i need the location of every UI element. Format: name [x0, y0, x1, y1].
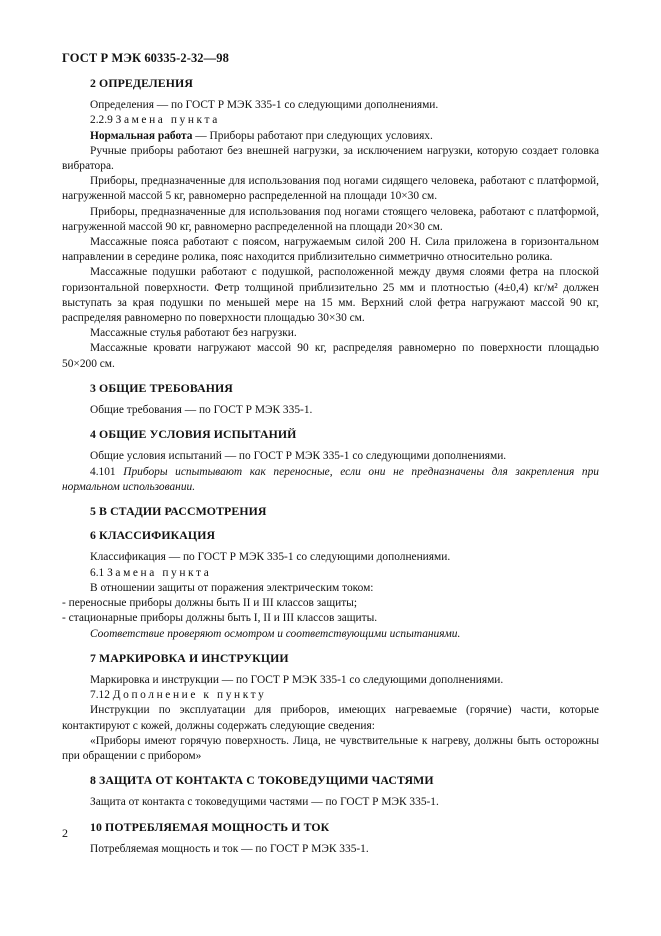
section-8-title: 8 ЗАЩИТА ОТ КОНТАКТА С ТОКОВЕДУЩИМИ ЧАСТЯМИ — [90, 773, 434, 788]
section-6-list-item: - переносные приборы должны быть II и III классов защиты; — [62, 597, 357, 610]
section-3-paragraph: Общие требования — по ГОСТ Р МЭК 335-1. — [90, 404, 313, 417]
clause-text: Приборы испытывают как переносные, если они не предназначены для закрепления при нормальном использовании. — [62, 465, 599, 493]
page-number: 2 — [62, 826, 68, 840]
section-2-paragraph: Массажные подушки работают с подушкой, расположенной между двумя слоями фетра на плоской горизонтальной поверхности. Фетр толщиной приблизительно 25 мм и плотностью (4±0,4) кг/м² должен выступать за края подушки по меньшей мере на 15 мм. Верхний слой фетра нагружают массой 90 кг, распределяя равномерно по поверхности площадью 30×30 см. — [62, 266, 599, 325]
document-body — [62, 76, 599, 857]
section-4-title: 4 ОБЩИЕ УСЛОВИЯ ИСПЫТАНИЙ — [90, 427, 297, 442]
clause-number: 4.101 — [90, 465, 116, 478]
section-6-paragraph: Классификация — по ГОСТ Р МЭК 335-1 со следующими дополнениями. — [90, 551, 451, 564]
section-7-warning-text: «Приборы имеют горячую поверхность. Лица, не чувствительные к нагреву, должны быть осторожны при обращении с прибором» — [62, 734, 599, 762]
clause-number: 2.2.9 — [90, 114, 113, 127]
section-8-paragraph: Защита от контакта с токоведущими частями — по ГОСТ Р МЭК 335-1. — [90, 796, 439, 809]
section-10-title: 10 ПОТРЕБЛЯЕМАЯ МОЩНОСТЬ И ТОК — [90, 819, 330, 834]
section-6-list-item: - стационарные приборы должны быть I, II и III классов защиты. — [62, 612, 378, 625]
section-2-paragraph: Массажные стулья работают без нагрузки. — [90, 327, 297, 340]
section-6-compliance-note: Соответствие проверяют осмотром и соответствующими испытаниями. — [90, 627, 461, 640]
document-header: ГОСТ Р МЭК 60335-2-32—98 — [62, 51, 229, 65]
section-2-paragraph: Массажные кровати нагружают массой 90 кг, распределяя равномерно по поверхности площадью 50×200 см. — [62, 342, 599, 370]
clause-number: 6.1 — [90, 566, 105, 579]
clause-7-12 — [62, 688, 599, 703]
section-3-title: 3 ОБЩИЕ ТРЕБОВАНИЯ — [90, 380, 233, 395]
clause-6-1 — [62, 566, 599, 581]
section-6-paragraph: В отношении защиты от поражения электрическим током: — [90, 581, 374, 594]
section-2-paragraph: Массажные пояса работают с поясом, нагружаемым силой 200 Н. Сила приложена в горизонтальном направлении в середине ролика, пояс находится приблизительно симметрично относительно ролика. — [62, 236, 599, 264]
section-7-paragraph: Маркировка и инструкции — по ГОСТ Р МЭК 335-1 со следующими дополнениями. — [90, 673, 504, 686]
clause-number: 7.12 — [90, 689, 110, 702]
section-6-title: 6 КЛАССИФИКАЦИЯ — [90, 528, 216, 543]
clause-4-101 — [62, 465, 599, 495]
term-name: Нормальная работа — [90, 129, 193, 142]
clause-2-2-9 — [62, 113, 599, 128]
section-2-paragraph: Ручные приборы работают без внешней нагрузки, за исключением нагрузки, которую создает головка вибратора. — [62, 144, 599, 173]
section-2-title: 2 ОПРЕДЕЛЕНИЯ — [90, 76, 193, 90]
section-7-paragraph: Инструкции по эксплуатации для приборов, имеющих нагреваемые (горячие) части, которые контактируют с кожей, должны содержать следующие сведения: — [62, 704, 599, 732]
term-definition — [62, 129, 599, 144]
section-4-paragraph: Общие условия испытаний — по ГОСТ Р МЭК 335-1 со следующими дополнениями. — [90, 450, 507, 463]
section-5-title: 5 В СТАДИИ РАССМОТРЕНИЯ — [90, 504, 267, 519]
section-2-paragraph: Приборы, предназначенные для использования под ногами стоящего человека, работают с платформой, нагруженной массой 90 кг, равномерно распределенной на площади 20×30 см. — [62, 205, 599, 233]
section-7-title: 7 МАРКИРОВКА И ИНСТРУКЦИИ — [90, 650, 289, 665]
clause-heading: Замена пункта — [107, 566, 212, 579]
section-10-paragraph: Потребляемая мощность и ток — по ГОСТ Р МЭК 335-1. — [90, 842, 369, 855]
clause-heading: Дополнение к пункту — [112, 689, 267, 702]
section-2-intro: Определения — по ГОСТ Р МЭК 335-1 со следующими дополнениями. — [90, 99, 439, 112]
term-text: — Приборы работают при следующих условиях. — [192, 129, 433, 142]
section-2-paragraph: Приборы, предназначенные для использования под ногами сидящего человека, работают с платформой, нагруженной массой 5 кг, равномерно распределенной на площади 10×30 см. — [62, 175, 599, 203]
clause-heading: Замена пункта — [115, 114, 220, 127]
